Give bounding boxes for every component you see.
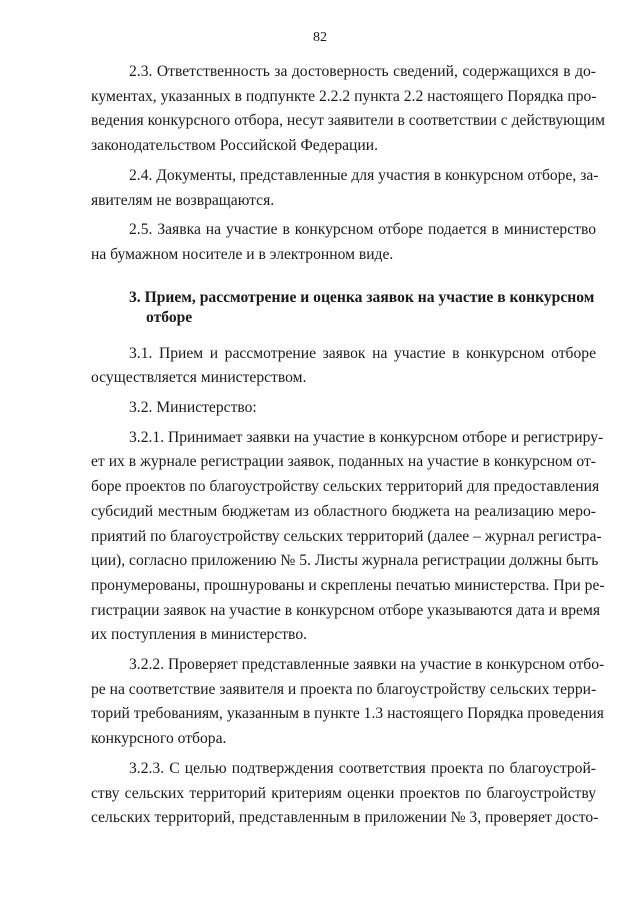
- paragraph-3-2-2: [91, 653, 605, 752]
- paragraph-line: приятий по благоустройству сельских территорий (далее – журнал регистра-: [91, 527, 602, 545]
- paragraph-line: их поступления в министерство.: [91, 626, 308, 644]
- paragraph-2-3: [91, 60, 606, 159]
- paragraph-line: пронумерованы, прошнурованы и скреплены печатью министерства. При ре-: [91, 576, 605, 594]
- paragraph-line: гистрации заявок на участие в конкурсном отборе указываются дата и время: [91, 601, 601, 619]
- paragraph-line: конкурсного отбора.: [91, 730, 227, 748]
- paragraph-line: 2.3. Ответственность за достоверность сведений, содержащихся в до-: [129, 63, 596, 80]
- paragraph-line: ству сельских территорий критериям оценки проектов по благоустройству: [91, 784, 596, 802]
- paragraph-line: 3.1. Прием и рассмотрение заявок на участие в конкурсном отборе: [129, 344, 596, 362]
- paragraph-3-2-3: [91, 757, 599, 831]
- paragraph-line: ре на соответствие заявителя и проекта по благоустройству сельских терри-: [91, 680, 597, 698]
- paragraph-line: ведения конкурсного отбора, несут заявители в соответствии с действующим: [91, 112, 606, 130]
- paragraph-line: явителям не возвращаются.: [91, 191, 275, 209]
- document-body: [91, 60, 606, 831]
- paragraph-line: 3.2.2. Проверяет представленные заявки на участие в конкурсном отбо-: [129, 656, 605, 674]
- paragraph-line: субсидий местным бюджетам из областного бюджета на реализацию меро-: [91, 502, 596, 520]
- paragraph-line: 2.4. Документы, представленные для участия в конкурсном отборе, за-: [129, 166, 599, 184]
- paragraph-line: осуществляется министерством.: [91, 369, 307, 387]
- paragraph-line: ет их в журнале регистрации заявок, поданных на участие в конкурсном от-: [91, 453, 596, 471]
- paragraph-line: боре проектов по благоустройству сельских территорий для предоставления: [91, 478, 600, 496]
- paragraph-line: кументах, указанных в подпункте 2.2.2 пункта 2.2 настоящего Порядка про-: [91, 87, 597, 105]
- paragraph-3-1: [91, 342, 596, 391]
- paragraph-line: законодательством Российской Федерации.: [91, 137, 378, 155]
- paragraph-line: на бумажном носителе и в электронном виде.: [91, 245, 394, 263]
- paragraph-line: 3.2.1. Принимает заявки на участие в конкурсном отборе и регистриру-: [129, 428, 604, 446]
- paragraph-line: торий требованиям, указанным в пункте 1.3 настоящего Порядка проведения: [91, 705, 604, 723]
- heading-line: отборе: [146, 308, 193, 326]
- heading-line: 3. Прием, рассмотрение и оценка заявок на участие в конкурсном: [129, 288, 595, 306]
- paragraph-2-4: [91, 164, 599, 213]
- paragraph-line: 3.2. Министерство:: [129, 399, 257, 417]
- paragraph-2-5: [91, 218, 596, 267]
- paragraph-line: 3.2.3. С целью подтверждения соответствия проекта по благоустрой-: [129, 759, 596, 777]
- page-number: 82: [313, 30, 327, 45]
- paragraph-line: 2.5. Заявка на участие в конкурсном отборе подается в министерство: [129, 221, 596, 239]
- paragraph-3-2: [91, 396, 596, 421]
- paragraph-line: ции), согласно приложению № 5. Листы журнала регистрации должны быть: [91, 552, 599, 570]
- paragraph-3-2-1: [91, 426, 605, 648]
- section-heading-3: [91, 288, 596, 328]
- paragraph-line: сельских территорий, представленным в приложении № 3, проверяет досто-: [91, 809, 599, 827]
